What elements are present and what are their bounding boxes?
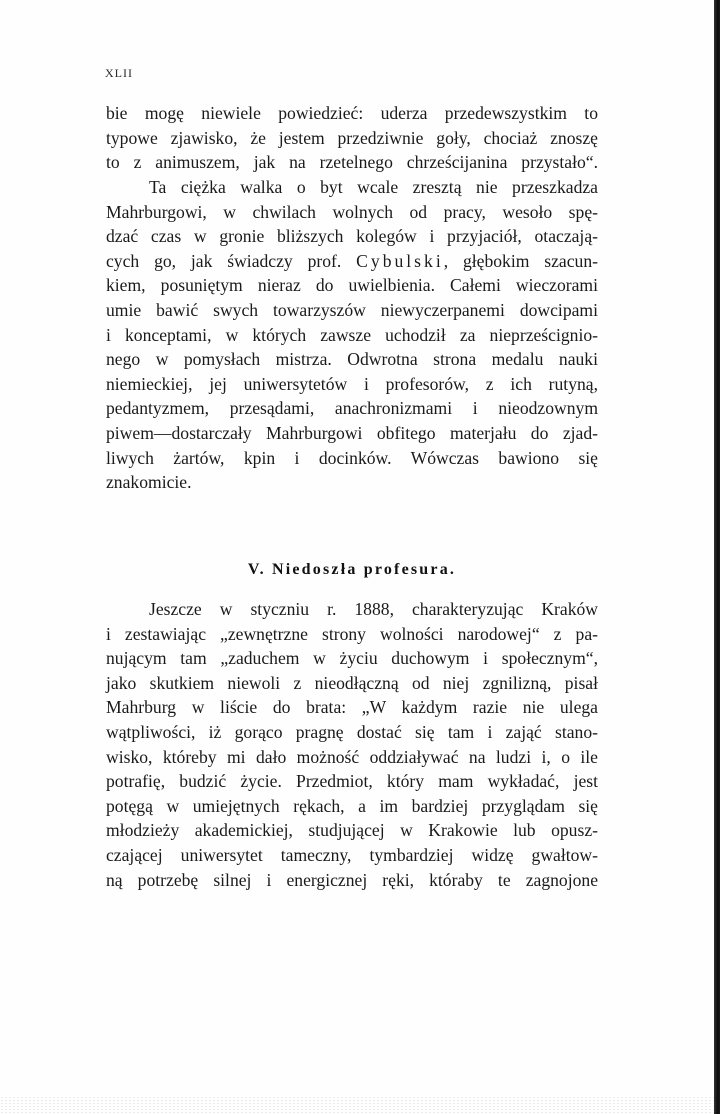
text-line: czającej uniwersytet tameczny, tymbardziej widzę gwałtow- (106, 844, 598, 865)
text-line: potrafię, budzić życie. Przedmiot, który mam wykładać, jest (106, 771, 598, 792)
text-fragment: , głębokim szacun- (443, 250, 598, 271)
text-line: znakomicie. (106, 472, 192, 493)
text-line: typowe zjawisko, że jestem przedziwnie goły, chociaż znoszę (106, 127, 598, 148)
page-number: XLII (105, 66, 133, 80)
text-line: Ta ciężka walka o byt wcale zresztą nie przeszkadza (149, 177, 598, 197)
section-heading: V. Niedoszła profesura. (247, 561, 457, 578)
text-line: Mahrburg w liście do brata: „W każdym razie nie ulega (106, 697, 598, 718)
text-line: Mahrburgowi, w chwilach wolnych od pracy, wesoło spę- (106, 201, 598, 222)
text-line: dzać czas w gronie bliższych kolegów i przyjaciół, otaczają- (106, 226, 598, 247)
text-line: nującym tam „zaduchem w życiu duchowym i społecznym“, (106, 648, 598, 669)
paragraph-1 (106, 101, 598, 175)
page-binding-edge (714, 0, 720, 1114)
text-line: wątpliwości, iż gorąco pragnę dostać się tam i zająć stano- (106, 721, 598, 742)
text-line: to z animuszem, jak na rzetelnego chrześcijanina przystało“. (106, 152, 598, 173)
text-line: piwem—dostarczały Mahrburgowi obfitego materjału do zjad- (106, 422, 598, 443)
paragraph-2 (106, 175, 598, 495)
text-line: Jeszcze w styczniu r. 1888, charakteryzując Kraków (149, 599, 598, 619)
text-line: niemieckiej, jej uniwersytetów i profesorów, z ich rutyną, (106, 373, 598, 394)
text-line: bie mogę niewiele powiedzieć: uderza przedewszystkim to (106, 103, 598, 123)
text-line-with-spaced-name (106, 249, 598, 274)
text-line: wisko, któreby mi dało możność oddziaływać na ludzi i, o ile (106, 746, 598, 767)
paragraph-3 (106, 597, 598, 892)
text-line: kiem, posuniętym nieraz do uwielbienia. Całemi wieczorami (106, 275, 598, 296)
text-line: ną potrzebę silnej i energicznej ręki, któraby te zagnojone (106, 869, 598, 890)
text-line: i konceptami, w których zawsze uchodził za nieprześcignio- (106, 324, 598, 345)
text-line: jako skutkiem niewoli z nieodłączną od niej zgnilizną, pisał (106, 672, 598, 693)
text-line: pedantyzmem, przesądami, anachronizmami i nieodzownym (106, 398, 598, 419)
text-line: liwych żartów, kpin i docinków. Wówczas bawiono się (106, 447, 598, 468)
text-line: umie bawić swych towarzyszów niewyczerpanemi dowcipami (106, 299, 598, 320)
scan-noise (0, 1096, 714, 1114)
text-fragment: cych go, jak świadczy prof. (106, 250, 342, 271)
text-line: nego w pomysłach mistrza. Odwrotna strona medalu nauki (106, 349, 598, 370)
text-line: potęgą w umiejętnych rękach, a im bardziej przyglądam się (106, 795, 598, 816)
spaced-name-cybulski: Cybulski (356, 250, 444, 271)
text-line: młodzieży akademickiej, studjującej w Krakowie lub opusz- (106, 820, 598, 841)
text-line: i zestawiając „zewnętrzne strony wolności narodowej“ z pa- (106, 623, 598, 644)
